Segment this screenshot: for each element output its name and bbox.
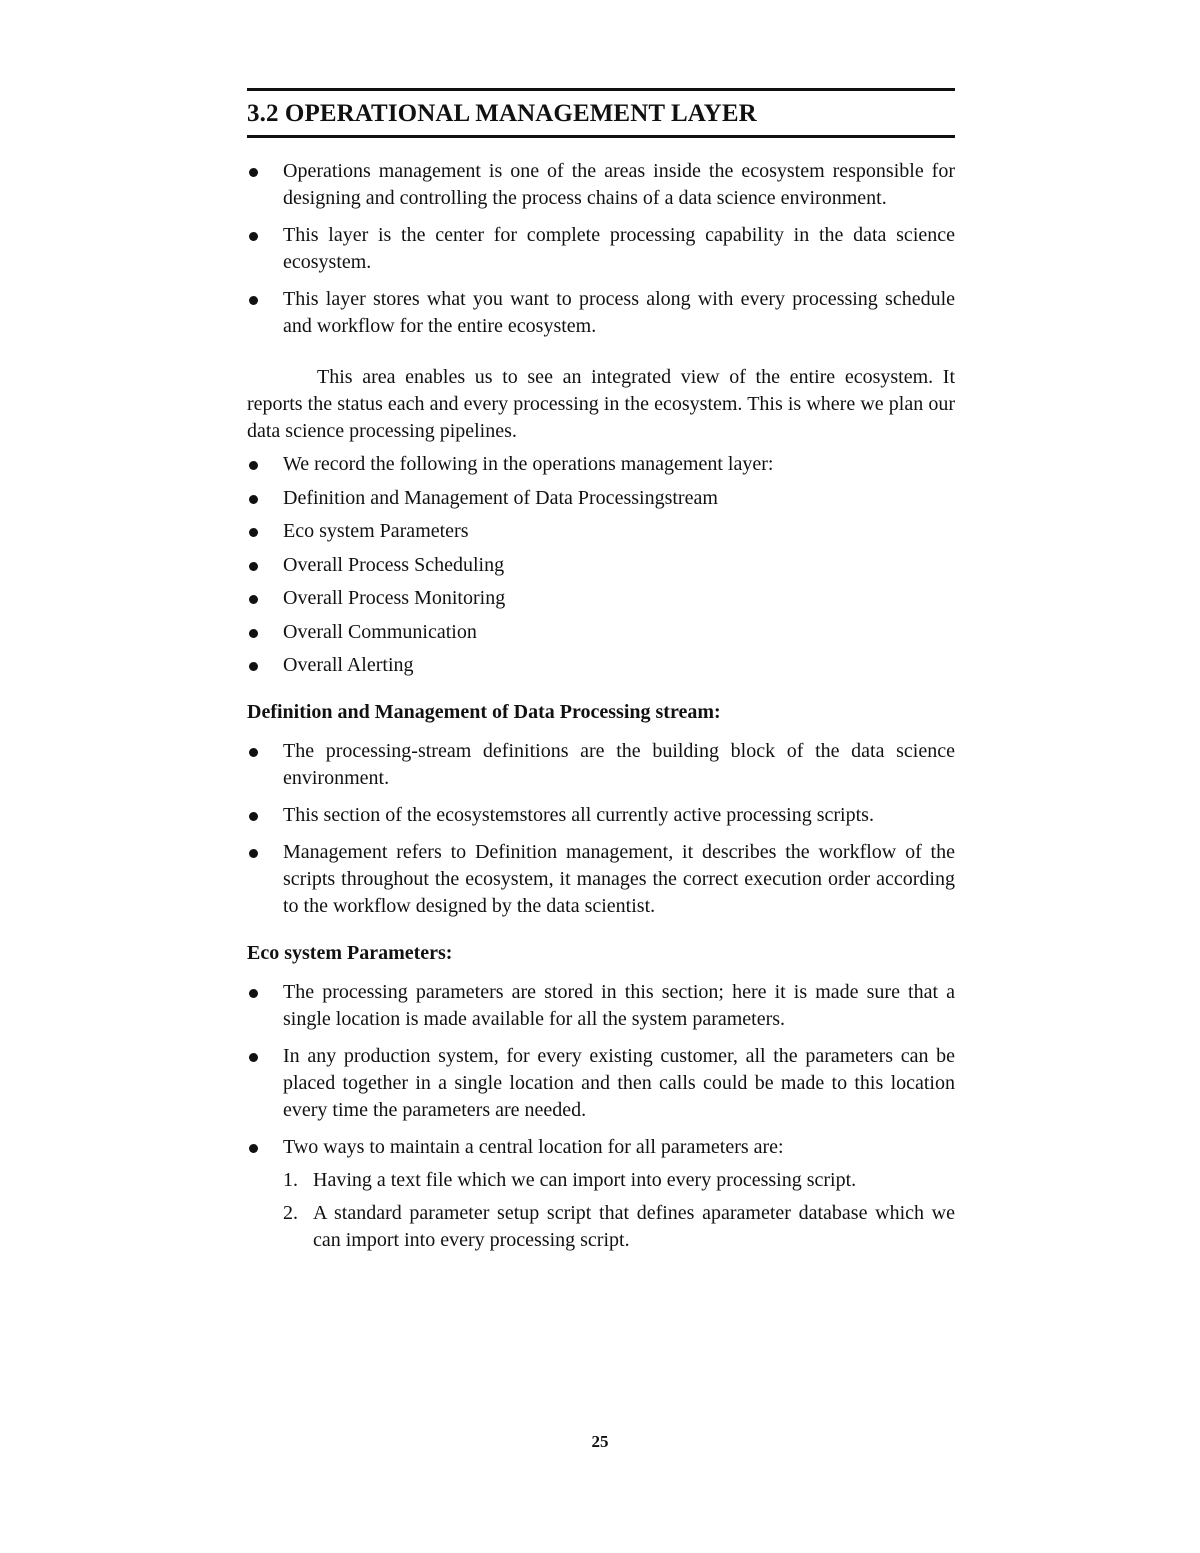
definition-subheading: Definition and Management of Data Processing stream:	[247, 701, 721, 723]
intro-bullet-list	[247, 158, 955, 340]
bullet-icon	[249, 495, 258, 504]
list-item: Overall Process Monitoring	[247, 585, 955, 612]
parameters-bullet-list	[247, 979, 955, 1161]
bullet-icon	[249, 662, 258, 671]
bullet-icon	[249, 1144, 258, 1153]
bullet-icon	[249, 812, 258, 821]
bullet-icon	[249, 528, 258, 537]
top-rule	[247, 88, 955, 91]
list-item: The processing parameters are stored in this section; here it is made sure that a single location is made available for all the system parameters.	[247, 979, 955, 1033]
bullet-icon	[249, 1053, 258, 1062]
list-item: This layer stores what you want to process along with every processing schedule and workflow for the entire ecosystem.	[247, 286, 955, 340]
title-underline	[247, 135, 955, 138]
list-item: Management refers to Definition management, it describes the workflow of the scripts throughout the ecosystem, it manages the correct execution order according to the workflow designed by the data scientist.	[247, 839, 955, 920]
section-title: 3.2 OPERATIONAL MANAGEMENT LAYER	[247, 100, 757, 127]
numbered-item: 2. A standard parameter setup script that defines aparameter database which we can import into every processing script.	[283, 1202, 955, 1251]
document-page	[247, 88, 955, 1260]
list-item: The processing-stream definitions are the building block of the data science environment.	[247, 738, 955, 792]
record-bullet-list	[247, 451, 955, 679]
bullet-icon	[249, 232, 258, 241]
definition-bullet-list	[247, 738, 955, 920]
numbered-item: 1. Having a text file which we can import into every processing script.	[283, 1169, 857, 1191]
list-item: This section of the ecosystemstores all currently active processing scripts.	[247, 802, 955, 829]
bullet-icon	[249, 595, 258, 604]
list-item: We record the following in the operations management layer:	[247, 451, 955, 478]
list-item: In any production system, for every existing customer, all the parameters can be placed together in a single location and then calls could be made to this location every time the parameters are needed.	[247, 1043, 955, 1124]
list-item: Overall Process Scheduling	[247, 552, 955, 579]
bullet-icon	[249, 748, 258, 757]
numbered-list	[247, 1167, 955, 1254]
list-item: Definition and Management of Data Processingstream	[247, 485, 955, 512]
bullet-icon	[249, 296, 258, 305]
body-paragraph: This area enables us to see an integrated view of the entire ecosystem. It reports the status each and every processing in the ecosystem. This is where we plan our data science processing pipelines.	[247, 366, 955, 442]
page-number: 25	[591, 1432, 609, 1451]
bullet-icon	[249, 629, 258, 638]
list-item: Operations management is one of the areas inside the ecosystem responsible for designing and controlling the process chains of a data science environment.	[247, 158, 955, 212]
list-item: Two ways to maintain a central location for all parameters are:	[247, 1134, 955, 1161]
list-item: Eco system Parameters	[247, 518, 955, 545]
bullet-icon	[249, 989, 258, 998]
list-item: This layer is the center for complete processing capability in the data science ecosystem.	[247, 222, 955, 276]
list-item: Overall Communication	[247, 619, 955, 646]
bullet-icon	[249, 168, 258, 177]
bullet-icon	[249, 562, 258, 571]
parameters-subheading: Eco system Parameters:	[247, 942, 453, 964]
bullet-icon	[249, 849, 258, 858]
bullet-icon	[249, 461, 258, 470]
list-item: Overall Alerting	[247, 652, 955, 679]
